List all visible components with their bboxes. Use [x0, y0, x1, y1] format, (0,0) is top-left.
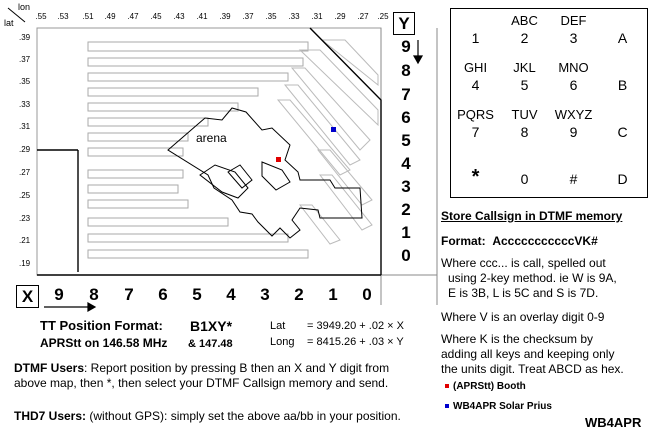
x-digit: 3: [260, 285, 270, 304]
key-8[interactable]: [500, 103, 549, 150]
lon-tick: .49: [104, 12, 116, 21]
y-digit: 1: [401, 223, 411, 242]
lat-tick: .25: [19, 191, 31, 200]
legend-booth: [445, 381, 526, 392]
key-a[interactable]: [598, 9, 647, 56]
x-digit: 5: [192, 285, 202, 304]
store-heading: Store Callsign in DTMF memory: [441, 209, 623, 223]
ccc-line: using 2-key method. ie W is 9A,: [448, 271, 617, 285]
lat-tick: .35: [19, 77, 31, 86]
lat-tick: .29: [19, 145, 31, 154]
key-0[interactable]: [500, 150, 549, 197]
lat-tick: .37: [19, 55, 31, 64]
x-digit: 2: [294, 285, 304, 304]
format-value: AcccccccccccVK#: [492, 234, 598, 248]
y-digit: 6: [401, 108, 411, 127]
legend-prius: [445, 401, 552, 412]
dtmf-users-label: DTMF Users: [14, 361, 85, 375]
lat-tick: .23: [19, 214, 31, 223]
lon-tick: .29: [334, 12, 346, 21]
lon-tick: .33: [288, 12, 300, 21]
lat-label: Lat: [270, 320, 286, 332]
key-star[interactable]: [451, 150, 500, 197]
x-digit: 0: [362, 285, 372, 304]
key-digit: 8: [520, 124, 529, 140]
key-1[interactable]: [451, 9, 500, 56]
key-letters: [549, 154, 598, 170]
key-letters: WXYZ: [554, 107, 593, 122]
key-9[interactable]: [549, 103, 598, 150]
aprstt-frequency: APRStt on 146.58 MHz: [40, 336, 168, 350]
key-digit: 6: [569, 77, 578, 93]
key-digit: 4: [471, 77, 480, 93]
lat-tick: .27: [19, 168, 31, 177]
key-digit: *: [471, 166, 480, 188]
k-line: the units digit. Treat ABCD as hex.: [441, 362, 624, 376]
thd7-text: (without GPS): simply set the above aa/bb in your position.: [86, 409, 401, 423]
x-digit: 6: [158, 285, 168, 304]
y-digit: 7: [401, 85, 411, 104]
key-digit: 7: [471, 124, 480, 140]
key-letters: ABC: [511, 13, 538, 28]
x-digit: 8: [89, 285, 99, 304]
diagonal-lots: [278, 40, 378, 244]
key-digit: 5: [520, 77, 529, 93]
key-4[interactable]: [451, 56, 500, 103]
dtmf-users-instructions: [14, 361, 389, 391]
key-2[interactable]: [500, 9, 549, 56]
lon-tick: .25: [377, 12, 389, 21]
lat-tick: .31: [19, 122, 31, 131]
lat-formula: = 3949.20 + .02 × X: [307, 320, 404, 332]
format-line: [441, 234, 598, 248]
key-digit: #: [569, 171, 578, 187]
y-digit: 9: [401, 37, 411, 56]
key-digit: 2: [520, 30, 529, 46]
x-digit: 1: [328, 285, 338, 304]
key-b[interactable]: [598, 56, 647, 103]
y-digit: 8: [401, 61, 411, 80]
y-digit: 0: [401, 246, 411, 265]
aprstt-alt-frequency: & 147.48: [188, 338, 233, 350]
k-line: adding all keys and keeping only: [441, 347, 615, 361]
thd7-users-instructions: [14, 409, 401, 423]
key-letters: GHI: [463, 60, 488, 75]
key-letters: [598, 13, 647, 29]
lon-tick: .51: [82, 12, 94, 21]
booth-legend-icon: [445, 384, 449, 388]
k-line: Where K is the checksum by: [441, 332, 594, 346]
booth-marker: [276, 157, 281, 162]
x-digit: 7: [124, 285, 134, 304]
signature: WB4APR: [585, 415, 642, 430]
key-letters: DEF: [560, 13, 587, 28]
parking-lots: [88, 42, 308, 258]
lon-tick: .45: [150, 12, 162, 21]
y-axis-box: Y: [393, 12, 415, 35]
key-letters: JKL: [513, 60, 536, 75]
dtmf-keypad: [450, 8, 648, 198]
key-d[interactable]: [598, 150, 647, 197]
key-letters: [598, 60, 647, 76]
key-letters: [500, 154, 549, 170]
key-letters: [451, 13, 500, 29]
lon-tick: .47: [127, 12, 139, 21]
legend-booth-text: (APRStt) Booth: [453, 381, 526, 392]
y-digit: 4: [401, 154, 411, 173]
lat-axis-label: lat: [4, 18, 14, 28]
arena-label: arena: [196, 131, 227, 145]
key-letters: PQRS: [457, 107, 494, 122]
key-c[interactable]: [598, 103, 647, 150]
x-axis-box: X: [16, 285, 39, 308]
key-letters: MNO: [558, 60, 589, 75]
key-digit: 9: [569, 124, 578, 140]
key-letters: [598, 154, 647, 170]
lon-tick: .39: [219, 12, 231, 21]
thd7-label: THD7 Users:: [14, 409, 87, 423]
map-frame: [37, 28, 381, 275]
tt-format-label: TT Position Format:: [40, 318, 163, 333]
key-3[interactable]: [549, 9, 598, 56]
key-digit: C: [617, 124, 628, 140]
key-letters: [598, 107, 647, 123]
x-digit: 9: [54, 285, 64, 304]
lon-tick: .41: [196, 12, 208, 21]
lat-tick: .33: [19, 100, 31, 109]
v-explanation: Where V is an overlay digit 0-9: [441, 310, 605, 324]
ccc-explanation: [441, 256, 617, 301]
lon-tick: .55: [35, 12, 47, 21]
legend-prius-text: WB4APR Solar Prius: [453, 401, 552, 412]
key-digit: 3: [569, 30, 578, 46]
prius-legend-icon: [445, 404, 449, 408]
key-digit: A: [617, 30, 628, 46]
key-5[interactable]: [500, 56, 549, 103]
lon-tick: .35: [265, 12, 277, 21]
x-digit: 4: [226, 285, 236, 304]
lon-tick: .37: [242, 12, 254, 21]
key-digit: 0: [520, 171, 529, 187]
long-formula: = 8415.26 + .03 × Y: [307, 336, 404, 348]
format-label: Format:: [441, 234, 486, 248]
prius-marker: [331, 127, 336, 132]
key-digit: B: [617, 77, 628, 93]
key-hash[interactable]: [549, 150, 598, 197]
k-explanation: [441, 332, 624, 377]
ccc-line: Where ccc... is call, spelled out: [441, 256, 606, 270]
dtmf-users-line2: above map, then *, then select your DTMF Callsign memory and send.: [14, 376, 389, 390]
y-digit: 2: [401, 200, 411, 219]
key-6[interactable]: [549, 56, 598, 103]
key-7[interactable]: [451, 103, 500, 150]
lon-tick: .31: [311, 12, 323, 21]
lon-tick: .27: [357, 12, 369, 21]
lat-tick: .39: [19, 33, 31, 42]
lon-axis-label: lon: [18, 2, 31, 12]
key-letters: TUV: [511, 107, 538, 122]
lat-tick: .19: [19, 259, 31, 268]
y-digit: 3: [401, 177, 411, 196]
lon-tick: .53: [57, 12, 69, 21]
long-label: Long: [270, 336, 295, 348]
key-digit: D: [617, 171, 628, 187]
lon-tick: .43: [173, 12, 185, 21]
dtmf-users-line1: : Report position by pressing B then an X and Y digit from: [84, 361, 390, 375]
ccc-line: E is 3B, L is 5C and S is 7D.: [448, 286, 599, 300]
roads: [37, 28, 381, 275]
tt-format-value: B1XY*: [190, 318, 233, 334]
lat-tick: .21: [19, 236, 31, 245]
key-digit: 1: [471, 30, 480, 46]
y-digit: 5: [401, 131, 411, 150]
